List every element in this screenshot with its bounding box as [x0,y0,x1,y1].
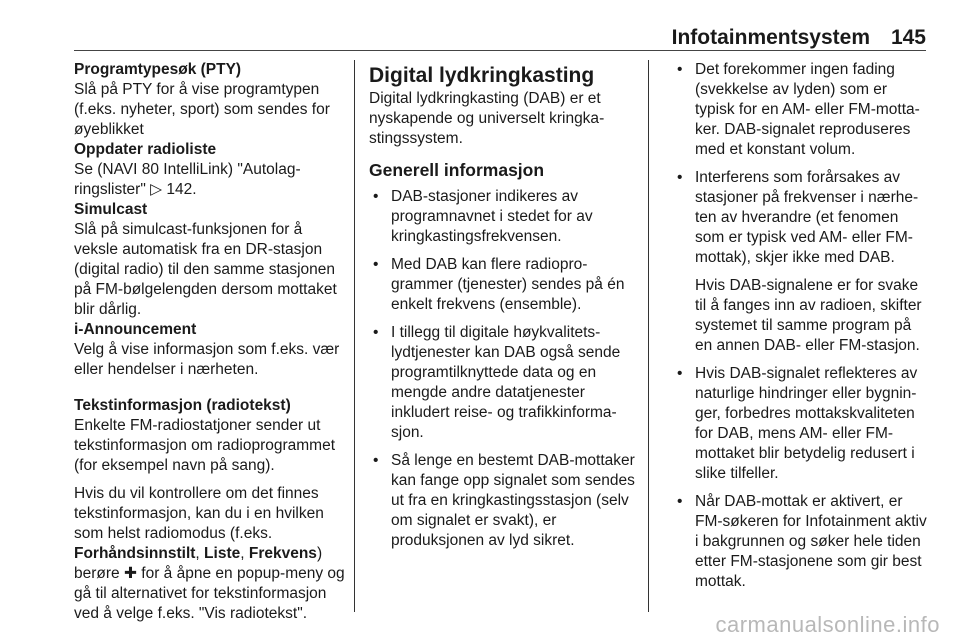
list-item [673,168,929,356]
entry-i-announcement [74,320,346,380]
entry-body-text: Se (NAVI 80 IntelliLink) "Autolagringslister" [74,161,301,198]
option-preset: Forhåndsinnstilt [74,545,196,562]
entry-title: Oppdater radioliste [74,141,217,158]
paragraph [74,484,346,624]
list-item: • I tillegg til digitale høykvalitetslydtjenester kan DAB også sende programtilknyttede data og en mengde andre datatjenester inkludert reise- og trafikkinformasjon. [369,323,637,443]
bullet-list [673,60,929,592]
entry-body: Velg å vise informasjon som f.eks. vær eller hendelser i nærheten. [74,341,340,378]
entry-simulcast [74,200,346,320]
column-right [673,60,929,600]
list-item: • Så lenge en bestemt DAB-mottaker kan fange opp signalet som sendes ut fra en kringkastingsstasjon (selv om signalet er svakt), er produksjonen av lyd sikret. [369,451,637,551]
paragraph-text: ) [316,545,323,562]
intro-paragraph: Digital lydkringkasting (DAB) er et nyskapende og universelt kringkastingssystem. [369,90,605,147]
entry-title: Simulcast [74,201,148,218]
paragraph-text: for å åpne en popup-meny og gå til alternativet for tekstinformasjon ved å velge f.eks. "Vis radiotekst". [74,565,345,622]
plus-icon: ✚ [123,565,137,582]
bullet-list [369,187,637,551]
separator: , [240,545,249,562]
list-item-text: Interferens som forårsakes av stasjoner på frekvenser i nærheten av hverandre (et fenomen som er typisk ved AM- eller FM-mottak), skjer ikke med DAB. [695,169,919,266]
paragraph-text: Hvis du vil kontrollere om det finnes tekstinformasjon, kan du i en hvilken som helst radiomodus (f.eks. [74,485,324,542]
list-item: • Det forekommer ingen fading (svekkelse av lyden) som er typisk for en AM- eller FM-mottaker. DAB-signalet reproduseres med et konstant volum. [673,60,929,160]
separator: , [195,545,205,562]
page-reference: 142. [166,181,197,198]
entry-pty [74,60,346,140]
list-item: • Med DAB kan flere radioprogrammer (tjenester) sendes på én enkelt frekvens (ensemble). [369,255,637,315]
entry-title: Programtypesøk (PTY) [74,61,242,78]
column-divider-2 [648,60,649,612]
list-item-subparagraph: Hvis DAB-signalene er for svake til å fanges inn av radioen, skifter systemet til samme program på en annen DAB- eller FM-stasjon. [695,277,922,354]
paragraph: Enkelte FM-radiostatjoner sender ut tekstinformasjon om radioprogrammet (for eksempel navn på sang). [74,417,336,474]
entry-update-list [74,140,346,200]
list-item: • DAB-stasjoner indikeres av programnavnet i stedet for av kringkastingsfrekvensen. [369,187,637,247]
entry-body: Slå på simulcast-funksjonen for å veksle automatisk fra en DR-stasjon (digital radio) til den samme stasjonen på FM-bølgelengden dersom mottaket blir dårlig. [74,221,337,318]
column-divider-1 [354,60,355,612]
entry-title: i-Announcement [74,321,197,338]
section-heading: Digital lydkringkasting [369,64,595,87]
column-middle [369,60,637,559]
subsection-heading: Generell informasjon [369,160,545,180]
list-item: • Når DAB-mottak er aktivert, er FM-søkeren for Infotainment aktiv i bakgrunnen og søker hele tiden etter FM-stasjonene som gir best mottak. [673,492,929,592]
header-title: Infotainmentsystem [671,26,870,49]
page-number: 145 [890,26,926,49]
paragraph-text: berøre [74,565,120,582]
entry-body: Slå på PTY for å vise programtypen (f.eks. nyheter, sport) som sendes for øyeblikket [74,81,330,138]
option-list: Liste [204,545,241,562]
page-reference-icon: ▷ [150,181,163,198]
entry-body [74,160,346,200]
list-item: • Hvis DAB-signalet reflekteres av naturlige hindringer eller bygninger, forbedres mottakskvaliteten for DAB, mens AM- eller FM-mottaket blir betydelig redusert i slike tilfeller. [673,364,929,484]
option-frequency: Frekvens [248,545,317,562]
column-left [74,60,346,624]
header-rule [74,50,926,51]
section-title-radiotext: Tekstinformasjon (radiotekst) [74,397,291,414]
page-header [74,26,926,50]
watermark: carmanualsonline.info [715,612,940,637]
